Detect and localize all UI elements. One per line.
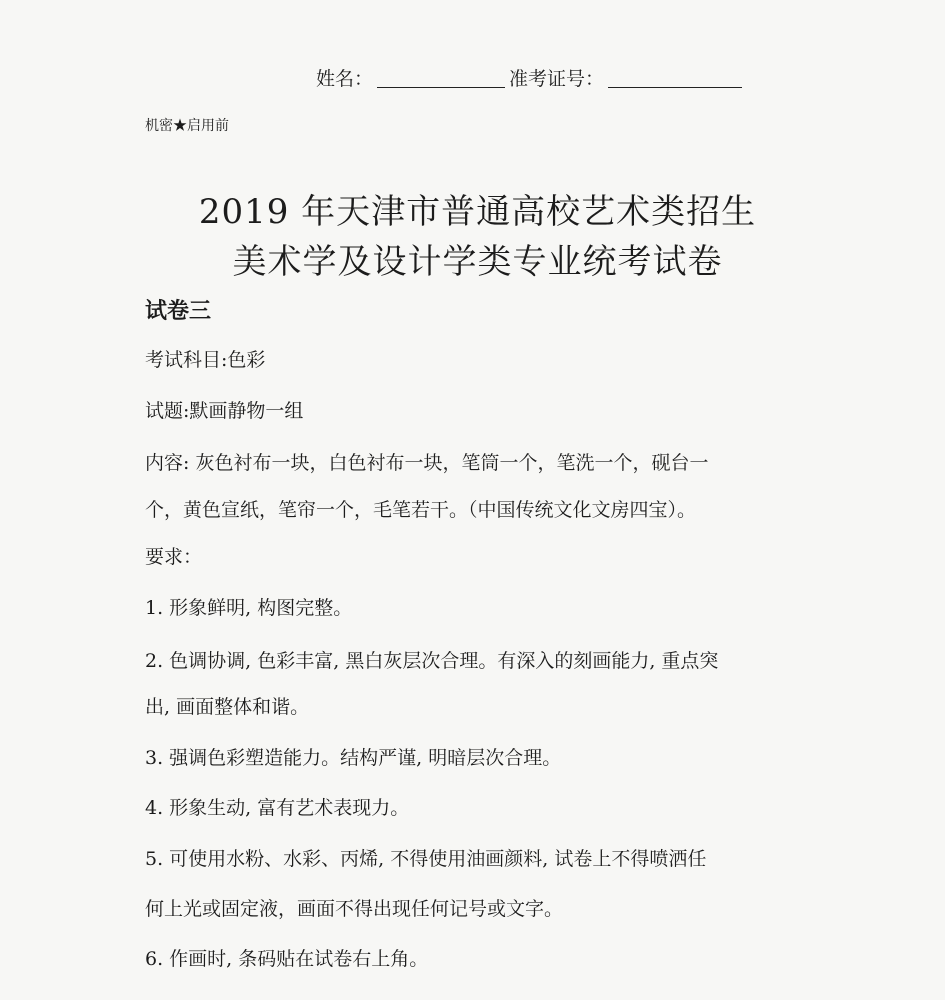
paper-number-label: 试卷三 — [145, 298, 212, 324]
requirement-item-4: 4. 形象生动, 富有艺术表现力。 — [145, 797, 410, 819]
document-title-line-1: 2019 年天津市普通高校艺术类招生 — [198, 192, 757, 232]
requirement-item-3: 3. 强调色彩塑造能力。结构严谨, 明暗层次合理。 — [145, 747, 562, 769]
requirement-item-2: 2. 色调协调, 色彩丰富, 黑白灰层次合理。有深入的刻画能力, 重点突 — [145, 650, 719, 672]
exam-id-blank-line — [608, 67, 742, 88]
name-blank-line — [377, 67, 505, 88]
requirement-item-5-continued: 何上光或固定液，画面不得出现任何记号或文字。 — [145, 898, 564, 920]
requirements-heading: 要求： — [145, 546, 203, 568]
requirement-item-2-continued: 出, 画面整体和谐。 — [145, 696, 310, 718]
candidate-info-line — [316, 66, 746, 92]
content-line-1: 内容: 灰色衬布一块，白色衬布一块，笔筒一个，笔洗一个，砚台一 — [145, 452, 709, 474]
requirement-item-1: 1. 形象鲜明, 构图完整。 — [145, 597, 353, 619]
requirement-item-5: 5. 可使用水粉、水彩、丙烯, 不得使用油画颜料, 试卷上不得喷洒任 — [145, 848, 707, 870]
confidential-note: 机密★启用前 — [145, 118, 229, 134]
name-label: 姓名： — [316, 68, 374, 90]
exam-id-label: 准考证号： — [509, 68, 605, 90]
exam-question: 试题:默画静物一组 — [145, 400, 304, 422]
requirement-item-6: 6. 作画时, 条码贴在试卷右上角。 — [145, 948, 429, 970]
exam-subject: 考试科目:色彩 — [145, 349, 266, 371]
content-line-2: 个，黄色宣纸，笔帘一个，毛笔若干。（中国传统文化文房四宝）。 — [145, 499, 697, 521]
document-title-line-2: 美术学及设计学类专业统考试卷 — [232, 242, 723, 282]
